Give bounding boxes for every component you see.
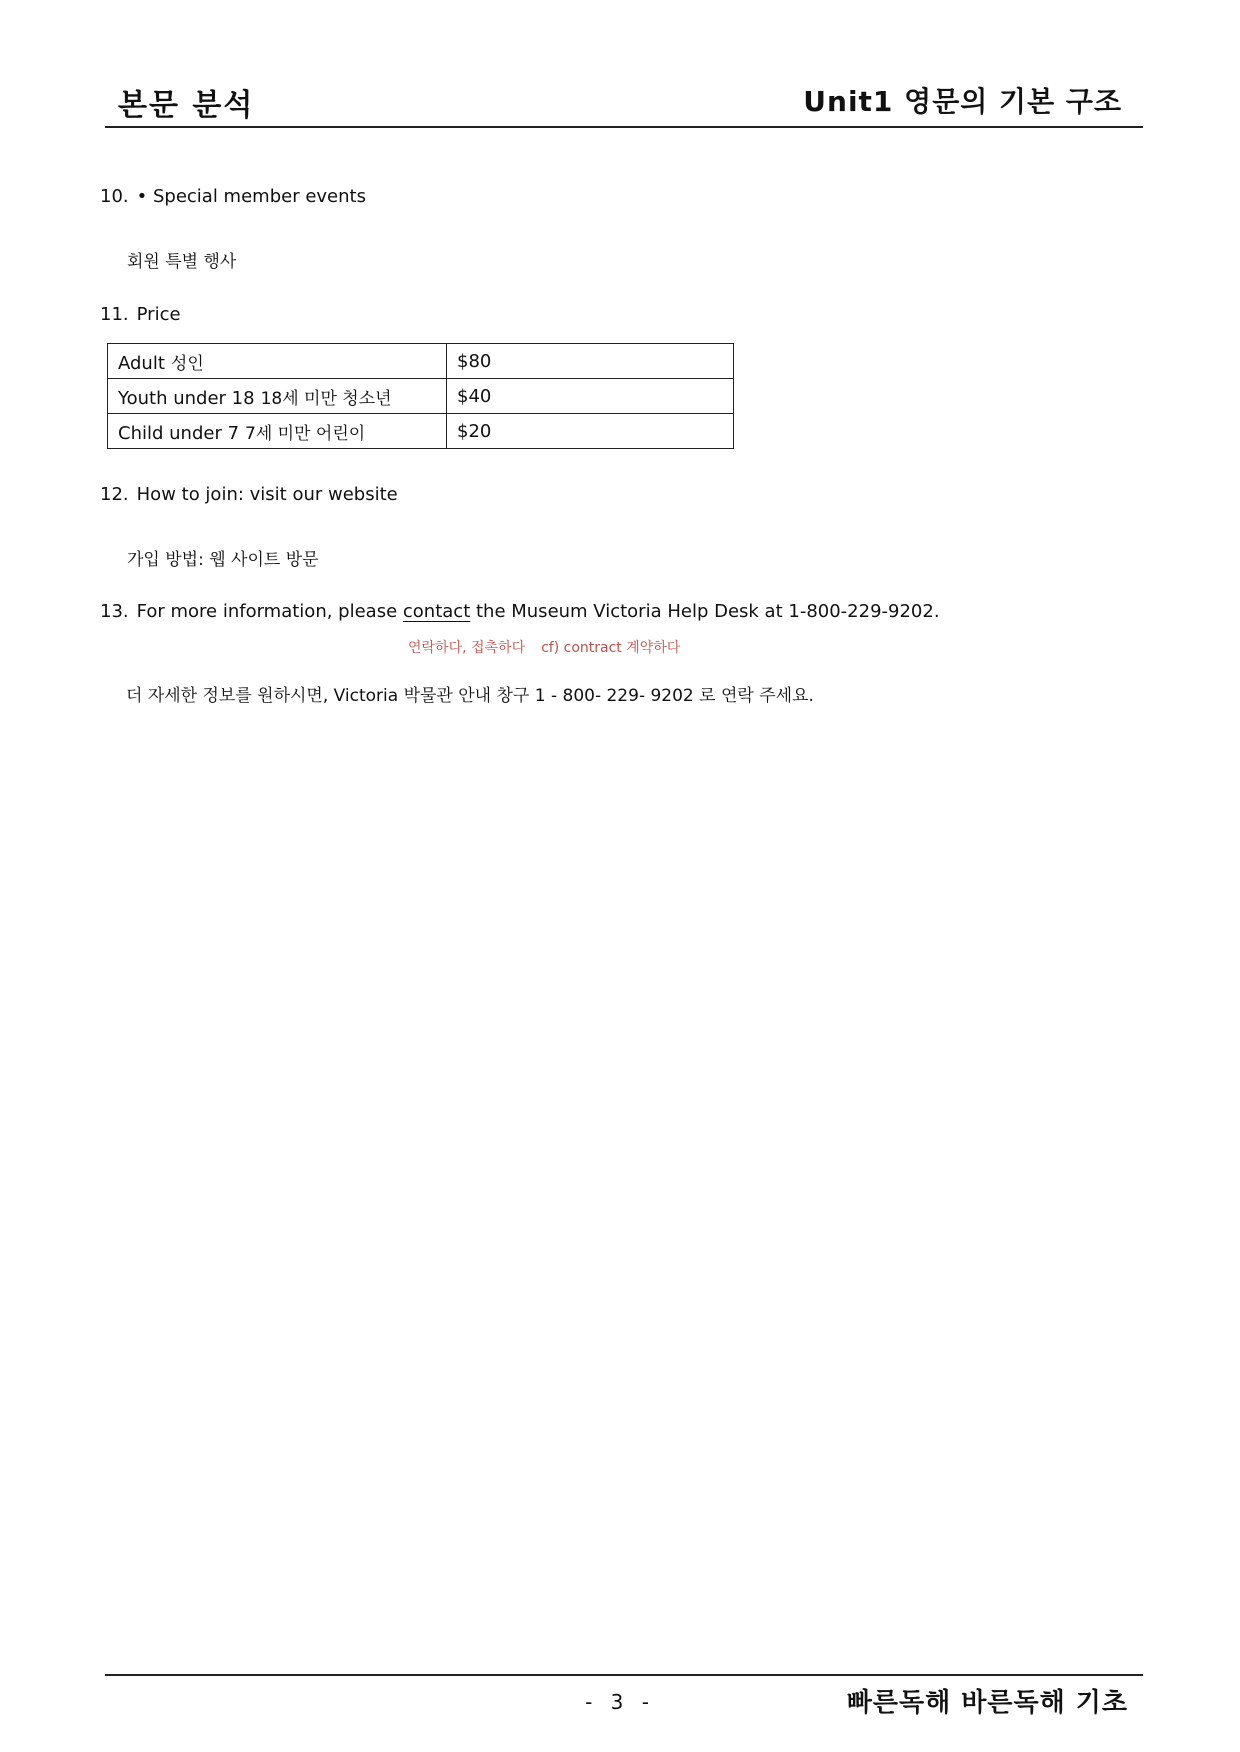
vocab-annotation [408,637,696,657]
translation-13: 더 자세한 정보를 원하시면, Victoria 박물관 안내 창구 1 - 800- 229- 9202 로 연락 주세요. [126,686,814,706]
price-value: $40 [447,379,734,414]
sentence-number: 12. [100,484,129,505]
price-label: Adult [118,352,165,374]
sentence-text: Price [136,304,181,325]
sentence-number: 13. [100,601,129,622]
sentence-11 [100,304,181,325]
price-value: $20 [447,414,734,449]
table-row [108,344,734,379]
price-label-ko: 7세 미만 어린이 [245,423,366,444]
price-label: Child under 7 [118,422,240,444]
sentence-12 [100,484,398,505]
sentence-number: 10. [100,186,129,207]
price-label-ko: 성인 [170,353,204,374]
header-left-title: 본문 분석 [118,88,255,123]
sentence-text-after: the Museum Victoria Help Desk at 1-800-229-9202. [475,601,940,622]
vocab-cf-note: cf) contract 계약하다 [541,640,681,656]
sentence-text-before: For more information, please [136,601,398,622]
price-label: Youth under 18 [118,387,255,409]
sentence-text: • Special member events [136,186,366,207]
sentence-number: 11. [100,304,129,325]
translation-12: 가입 방법: 웹 사이트 방문 [127,550,319,570]
header-divider [105,126,1143,128]
footer-book-title: 빠른독해 바른독해 기초 [846,1688,1128,1718]
page-number: - 3 - [585,1690,655,1714]
price-label-cell [108,414,447,449]
sentence-10 [100,186,366,207]
header-unit-title: Unit1 영문의 기본 구조 [803,85,1122,118]
price-label-cell [108,379,447,414]
price-table [107,343,734,449]
price-value: $80 [447,344,734,379]
table-row [108,379,734,414]
vocab-underlined-word: contact [402,601,471,622]
sentence-text: How to join: visit our website [136,484,398,505]
table-row [108,414,734,449]
footer-divider [105,1674,1143,1676]
vocab-meaning: 연락하다, 접촉하다 [408,640,526,656]
price-label-cell [108,344,447,379]
sentence-13 [100,601,940,622]
price-label-ko: 18세 미만 청소년 [260,388,392,409]
translation-10: 회원 특별 행사 [127,252,237,272]
